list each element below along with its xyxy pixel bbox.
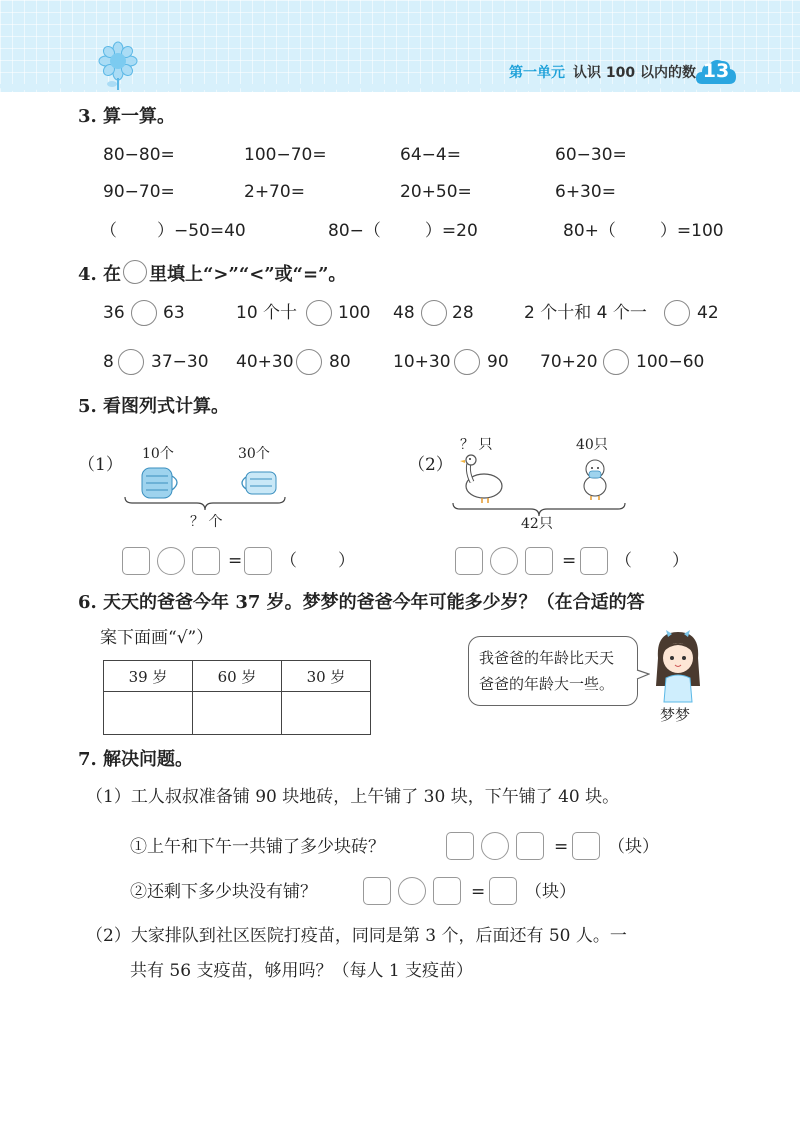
q6-text-line2: 案下面画“√”） — [100, 628, 214, 648]
age-option: 60 岁 — [193, 661, 282, 692]
answer-box[interactable] — [455, 547, 483, 575]
q5-part2-label: （2） — [408, 455, 453, 475]
q7-sub1: ①上午和下午一共铺了多少块砖？ — [130, 837, 385, 857]
goose-count-label: ？ 只 — [460, 437, 493, 453]
answer-box[interactable] — [446, 832, 474, 860]
q3-fill-expr: 80+（ ）=100 — [563, 221, 724, 241]
paren-open: （ — [280, 551, 297, 571]
q4-left: 10 个十 — [236, 303, 298, 323]
q3-fill-expr: （ ）−50=40 — [100, 221, 246, 241]
q7-sub2: ②还剩下多少块没有铺？ — [130, 882, 317, 902]
goose-icon — [458, 452, 506, 504]
q4-title: 4. 在 里填上“>”“<”或“=”。 — [78, 266, 346, 284]
answer-box[interactable] — [580, 547, 608, 575]
paren-close: ） — [338, 551, 355, 571]
chick-count-label: 40只 — [576, 437, 608, 453]
total-label: 42只 — [521, 516, 553, 532]
q4-left: 40+30 — [236, 352, 294, 372]
mask-count-label: 30个 — [238, 446, 270, 462]
operator-circle[interactable] — [481, 832, 509, 860]
q4-right: 37−30 — [151, 352, 209, 372]
answer-box[interactable] — [122, 547, 150, 575]
operator-circle[interactable] — [490, 547, 518, 575]
mask-stack-icon — [240, 468, 280, 498]
compare-circle[interactable] — [421, 300, 447, 326]
q3-expr: 90−70= — [103, 182, 175, 202]
equals-sign: = — [228, 551, 243, 571]
equals-sign: = — [562, 551, 577, 571]
q3-expr: 60−30= — [555, 145, 627, 165]
q4-right: 100 — [338, 303, 371, 323]
q4-left: 10+30 — [393, 352, 451, 372]
girl-mengmeng-illustration — [650, 628, 706, 704]
check-cell[interactable] — [104, 692, 193, 735]
equals-sign: = — [554, 837, 569, 857]
q3-expr: 20+50= — [400, 182, 472, 202]
answer-box[interactable] — [244, 547, 272, 575]
q4-right: 63 — [163, 303, 185, 323]
speech-bubble: 我爸爸的年龄比天天 爸爸的年龄大一些。 — [468, 636, 638, 706]
q7-part1-text: （1）工人叔叔准备铺 90 块地砖，上午铺了 30 块，下午铺了 40 块。 — [86, 787, 620, 807]
unit-label: （块） — [608, 837, 659, 857]
check-cell[interactable] — [193, 692, 282, 735]
check-cell[interactable] — [282, 692, 371, 735]
header-title: 第一单元 认识 100 以内的数 — [509, 65, 696, 81]
compare-circle[interactable] — [306, 300, 332, 326]
operator-circle[interactable] — [398, 877, 426, 905]
total-brace — [124, 496, 286, 512]
answer-box[interactable] — [433, 877, 461, 905]
q4-left: 36 — [103, 303, 125, 323]
answer-box[interactable] — [516, 832, 544, 860]
age-option: 30 岁 — [282, 661, 371, 692]
answer-box[interactable] — [489, 877, 517, 905]
q4-right: 80 — [329, 352, 351, 372]
q5-part1-label: （1） — [78, 455, 123, 475]
mask-count-label: 10个 — [142, 446, 174, 462]
compare-circle[interactable] — [454, 349, 480, 375]
answer-box[interactable] — [525, 547, 553, 575]
q6-text-line1: 6. 天天的爸爸今年 37 岁。梦梦的爸爸今年可能多少岁？（在合适的答 — [78, 592, 645, 613]
q3-expr: 80−80= — [103, 145, 175, 165]
answer-box[interactable] — [363, 877, 391, 905]
operator-circle[interactable] — [157, 547, 185, 575]
q7-part2-line1: （2）大家排队到社区医院打疫苗，同同是第 3 个，后面还有 50 人。一 — [86, 926, 627, 946]
q7-title: 7. 解决问题。 — [78, 749, 194, 770]
chick-icon — [580, 456, 610, 500]
answer-box[interactable] — [572, 832, 600, 860]
q4-left: 48 — [393, 303, 415, 323]
q3-title: 3. 算一算。 — [78, 106, 176, 127]
q3-expr: 100−70= — [244, 145, 327, 165]
compare-circle[interactable] — [118, 349, 144, 375]
paren-open: （ — [615, 551, 632, 571]
compare-circle[interactable] — [296, 349, 322, 375]
q4-left: 2 个十和 4 个一 — [524, 303, 647, 323]
q3-expr: 2+70= — [244, 182, 305, 202]
q7-part2-line2: 共有 56 支疫苗，够用吗？（每人 1 支疫苗） — [130, 961, 474, 981]
q3-expr: 64−4= — [400, 145, 461, 165]
title-circle-icon — [123, 260, 147, 284]
q4-right: 90 — [487, 352, 509, 372]
bubble-tail — [636, 668, 650, 682]
total-label: ？ 个 — [190, 514, 223, 530]
equals-sign: = — [471, 882, 486, 902]
sunflower-icon — [96, 40, 140, 90]
compare-circle[interactable] — [664, 300, 690, 326]
character-name: 梦梦 — [660, 706, 691, 724]
unit-label: （块） — [525, 882, 576, 902]
paren-close: ） — [672, 551, 689, 571]
q4-right: 28 — [452, 303, 474, 323]
age-option: 39 岁 — [104, 661, 193, 692]
compare-circle[interactable] — [131, 300, 157, 326]
q5-title: 5. 看图列式计算。 — [78, 396, 230, 417]
page-number: 13 — [702, 60, 730, 82]
q3-expr: 6+30= — [555, 182, 616, 202]
q4-right: 42 — [697, 303, 719, 323]
answer-box[interactable] — [192, 547, 220, 575]
q4-left: 70+20 — [540, 352, 598, 372]
q3-fill-expr: 80−（ ）=20 — [328, 221, 478, 241]
q4-left: 8 — [103, 352, 114, 372]
compare-circle[interactable] — [603, 349, 629, 375]
q4-right: 100−60 — [636, 352, 705, 372]
age-options-table — [103, 660, 371, 735]
